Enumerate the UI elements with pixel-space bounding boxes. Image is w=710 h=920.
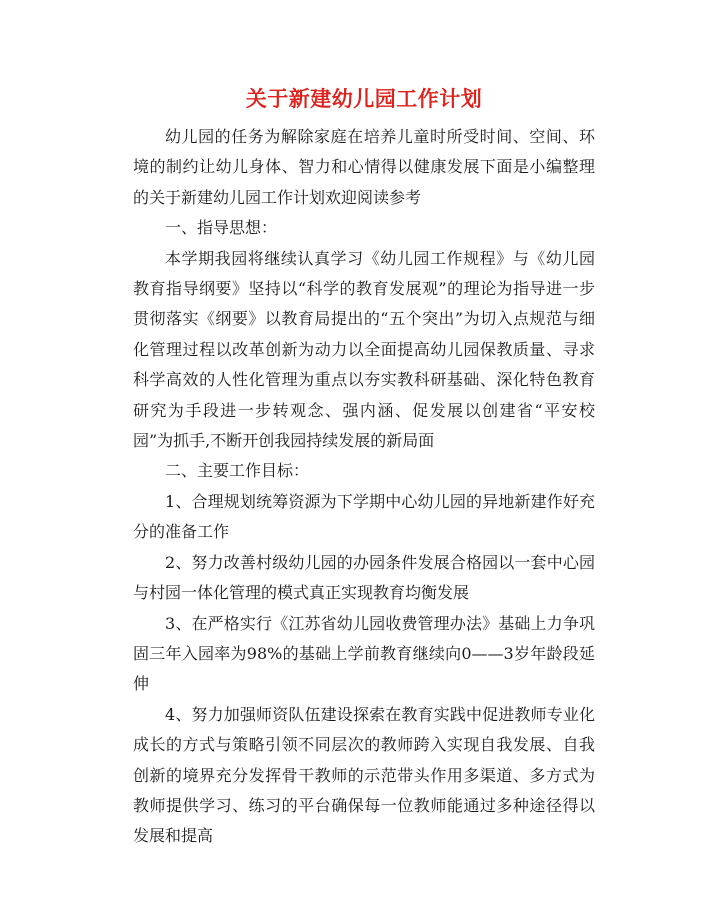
goal-item-4: 4、努力加强师资队伍建设探索在教育实践中促进教师专业化成长的方式与策略引领不同层次的教师跨入实现自我发展、自我创新的境界充分发挥骨干教师的示范带头作用多渠道、多方式为教师提供学习、练习的平台确保每一位教师能通过多种途径得以发展和提高 [133,704,595,846]
goal-item-1: 1、合理规划统筹资源为下学期中心幼儿园的异地新建作好充分的准备工作 [133,491,595,542]
goal-item-3: 3、在严格实行《江苏省幼儿园收费管理办法》基础上力争巩固三年入园率为98%的基础上学前教育继续向0——3岁年龄段延伸 [133,613,595,694]
section-heading-main-goals: 二、主要工作目标： [165,461,310,481]
goal-item-2: 2、努力改善村级幼儿园的办园条件发展合格园以一套中心园与村园一体化管理的模式真正实现教育均衡发展 [133,552,595,603]
guiding-ideology-paragraph: 本学期我园将继续认真学习《幼儿园工作规程》与《幼儿园教育指导纲要》坚持以“科学的教育发展观”的理论为指导进一步贯彻落实《纲要》以教育局提出的“五个突出”为切入点规范与细化管理过程以改革创新为动力以全面提高幼儿园保教质量、寻求科学高效的人性化管理为重点以夯实教科研基础、深化特色教育研究为手段进一步转观念、强内涵、促发展以创建省“平安校园”为抓手,不断开创我园持续发展的新局面 [133,248,595,451]
section-heading-guiding-ideology: 一、指导思想： [165,218,278,238]
document-body [133,84,595,852]
intro-paragraph: 幼儿园的任务为解除家庭在培养儿童时所受时间、空间、环境的制约让幼儿身体、智力和心情得以健康发展下面是小编整理的关于新建幼儿园工作计划欢迎阅读参考 [133,127,595,207]
document-title: 关于新建幼儿园工作计划 [245,86,483,111]
